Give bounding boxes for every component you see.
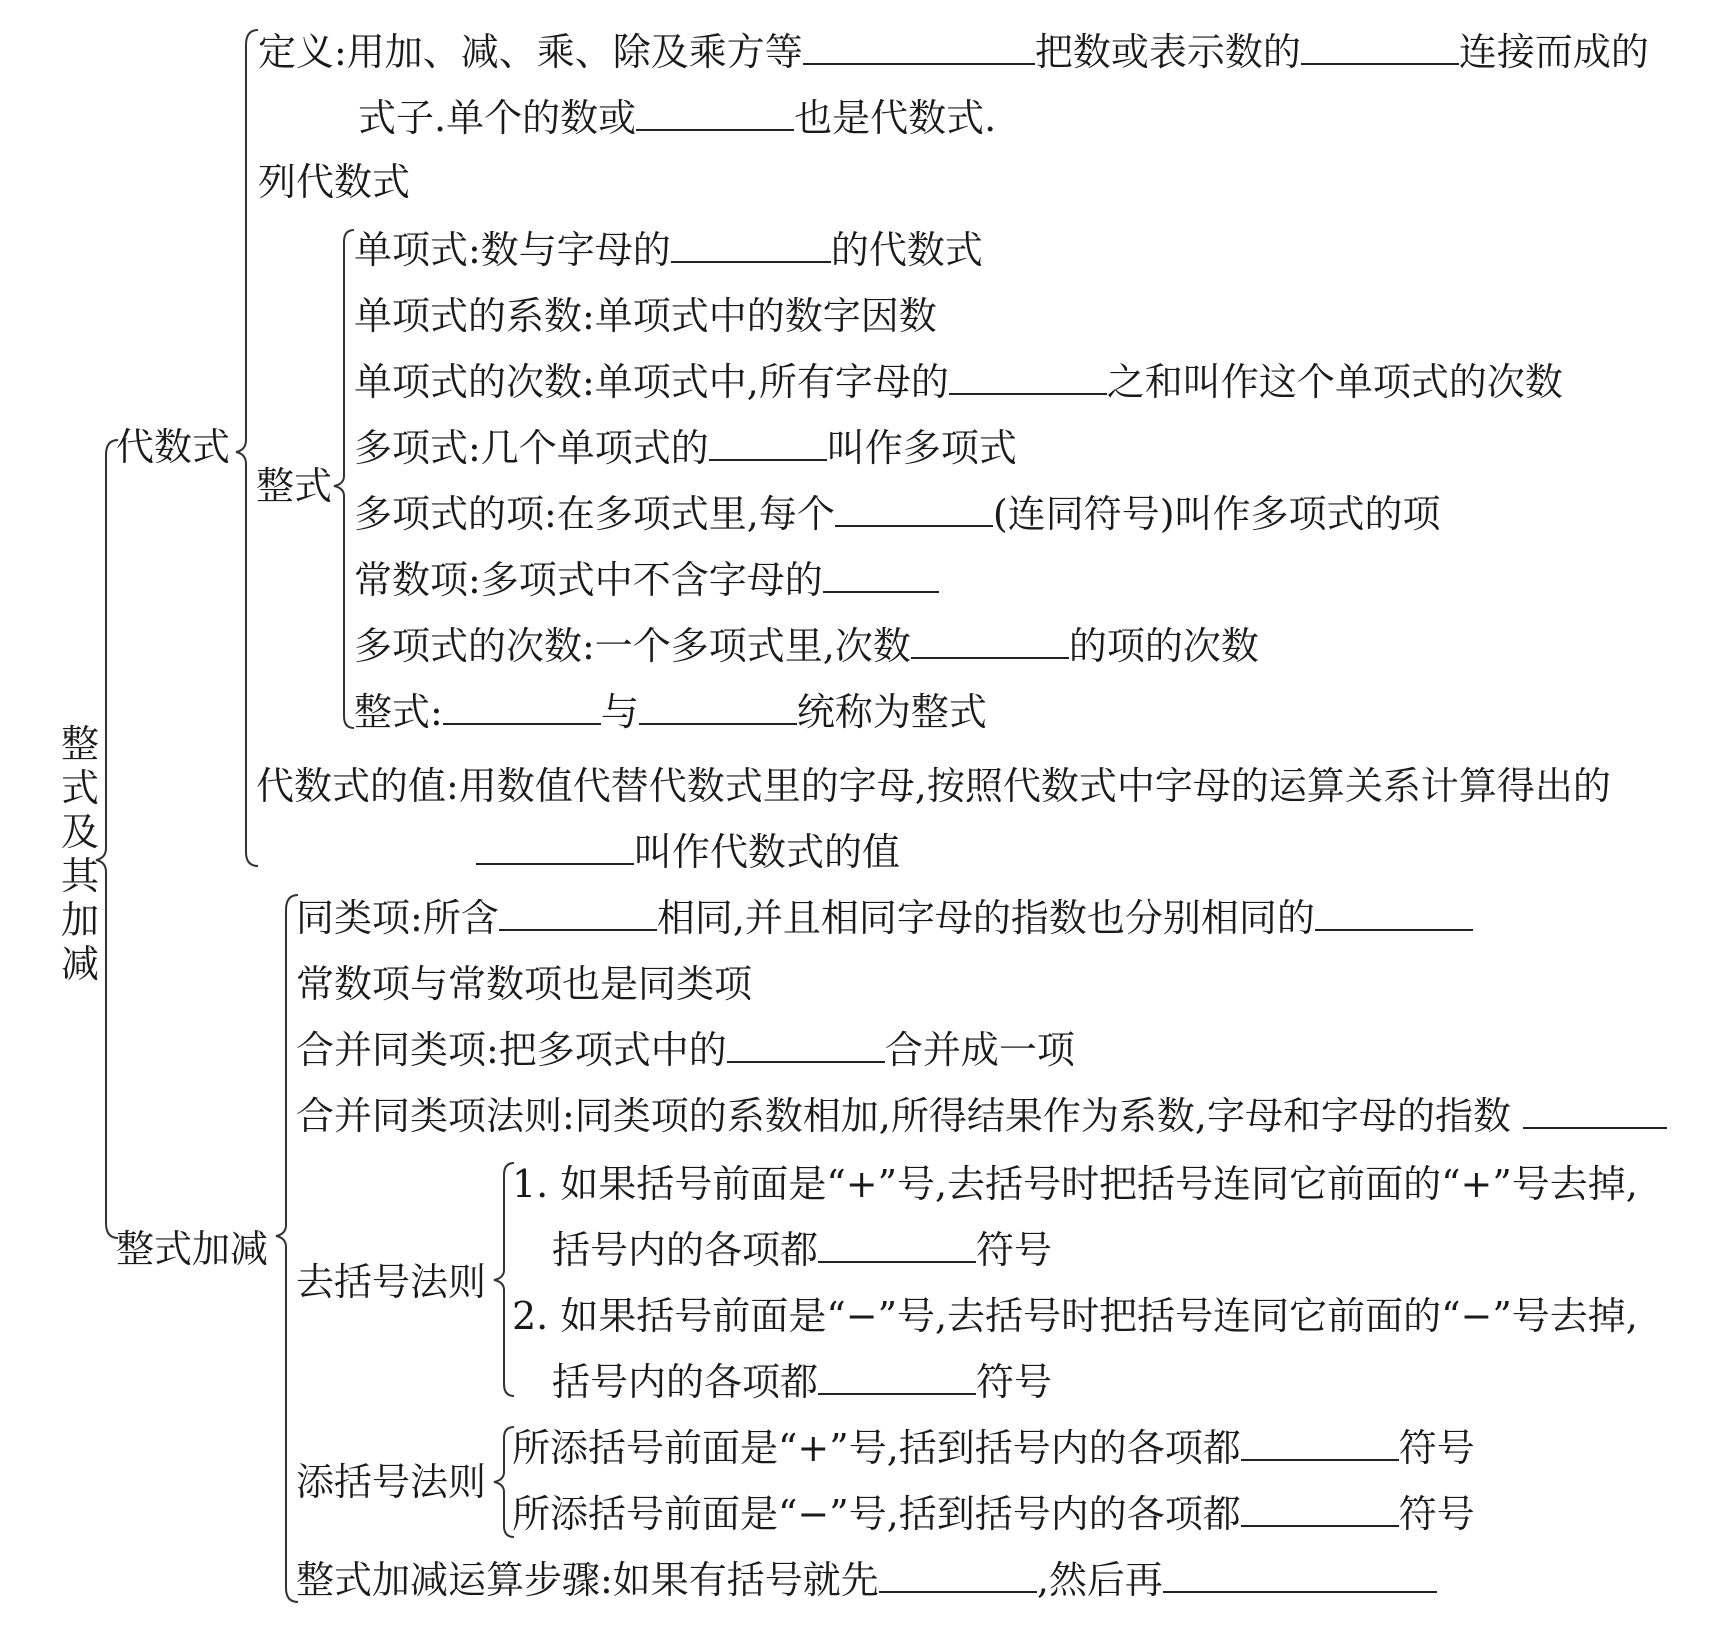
fill-blank[interactable] bbox=[818, 1359, 976, 1395]
definition-text-3: 连接而成的 bbox=[1458, 30, 1649, 74]
monomial-text-a: 单项式:数与字母的 bbox=[354, 228, 671, 272]
combine-text-a: 合并同类项:把多项式中的 bbox=[296, 1028, 727, 1072]
remove-rule-2-line-1: 2. 如果括号前面是“−”号,去括号时把括号连同它前面的“−”号去掉, bbox=[512, 1294, 1638, 1338]
remove-r2-text-c: 符号 bbox=[976, 1360, 1053, 1404]
root-title: 整式及其加减 bbox=[60, 722, 99, 986]
remove-r1-text-c: 符号 bbox=[976, 1228, 1053, 1272]
remove-rule-1-line-1: 1. 如果括号前面是“+”号,去括号时把括号连同它前面的“+”号去掉, bbox=[512, 1162, 1638, 1206]
polynomial-def bbox=[354, 424, 1017, 472]
combine-rule bbox=[296, 1092, 1667, 1140]
fill-blank[interactable] bbox=[1315, 895, 1473, 931]
fill-blank[interactable] bbox=[636, 95, 794, 131]
addsub-label: 整式加减 bbox=[116, 1227, 269, 1271]
steps-text-b: ,然后再 bbox=[1036, 1558, 1163, 1602]
value-text-b: 叫作代数式的值 bbox=[634, 830, 901, 874]
fill-blank[interactable] bbox=[835, 491, 993, 527]
algebra-brace bbox=[236, 30, 258, 866]
expression-value-line-2 bbox=[476, 828, 900, 876]
definition-text-1: 定义:用加、减、乘、除及乘方等 bbox=[258, 30, 803, 74]
fill-blank[interactable] bbox=[709, 425, 827, 461]
fill-blank[interactable] bbox=[476, 829, 634, 865]
remove-r2-text-b: 括号内的各项都 bbox=[552, 1360, 819, 1404]
remove-rule-1-line-2 bbox=[552, 1226, 1052, 1274]
monomial-coefficient: 单项式的系数:单项式中的数字因数 bbox=[354, 294, 937, 338]
fill-blank[interactable] bbox=[1301, 29, 1459, 65]
pdegree-text-b: 的项的次数 bbox=[1068, 624, 1259, 668]
fill-blank[interactable] bbox=[727, 1027, 885, 1063]
definition-line-1 bbox=[258, 28, 1649, 76]
integral-label: 整式 bbox=[256, 464, 333, 508]
add-brace bbox=[494, 1427, 514, 1537]
constant-like-terms: 常数项与常数项也是同类项 bbox=[296, 962, 753, 1006]
fill-blank[interactable] bbox=[949, 359, 1107, 395]
polynomial-text-b: 叫作多项式 bbox=[826, 426, 1017, 470]
like-text-a: 同类项:所含 bbox=[296, 896, 499, 940]
polynomial-degree bbox=[354, 622, 1259, 670]
fill-blank[interactable] bbox=[639, 689, 797, 725]
algebra-label: 代数式 bbox=[116, 425, 231, 469]
integral-text-b: 与 bbox=[600, 690, 639, 734]
remove-brace bbox=[494, 1163, 514, 1396]
add-r1-text-a: 所添括号前面是“+”号,括到括号内的各项都 bbox=[512, 1426, 1241, 1470]
rule-text: 合并同类项法则:同类项的系数相加,所得结果作为系数,字母和字母的指数 bbox=[296, 1094, 1511, 1138]
definition-text-4: 式子.单个的数或 bbox=[358, 96, 637, 140]
polynomial-text-a: 多项式:几个单项式的 bbox=[354, 426, 709, 470]
integral-text-a: 整式: bbox=[354, 690, 443, 734]
constant-text: 常数项:多项式中不含字母的 bbox=[354, 558, 823, 602]
monomial-text-b: 的代数式 bbox=[830, 228, 983, 272]
fill-blank[interactable] bbox=[1163, 1557, 1437, 1593]
fill-blank[interactable] bbox=[443, 689, 601, 725]
term-text-b: (连同符号)叫作多项式的项 bbox=[992, 492, 1441, 536]
term-text-a: 多项式的项:在多项式里,每个 bbox=[354, 492, 835, 536]
monomial-def bbox=[354, 226, 983, 274]
fill-blank[interactable] bbox=[671, 227, 831, 263]
add-rule-2 bbox=[512, 1490, 1475, 1538]
remove-brackets-label: 去括号法则 bbox=[296, 1260, 487, 1304]
definition-line-2 bbox=[358, 94, 996, 142]
combine-like-terms bbox=[296, 1026, 1075, 1074]
fill-blank[interactable] bbox=[823, 557, 939, 593]
integral-brace bbox=[334, 230, 354, 728]
fill-blank[interactable] bbox=[879, 1557, 1037, 1593]
expression-value-line-1: 代数式的值:用数值代替代数式里的字母,按照代数式中字母的运算关系计算得出的 bbox=[256, 764, 1611, 808]
add-r2-text-a: 所添括号前面是“−”号,括到括号内的各项都 bbox=[512, 1492, 1241, 1536]
operation-steps bbox=[296, 1556, 1437, 1604]
steps-text-a: 整式加减运算步骤:如果有括号就先 bbox=[296, 1558, 879, 1602]
remove-rule-2-line-2 bbox=[552, 1358, 1052, 1406]
integral-def bbox=[354, 688, 987, 736]
fill-blank[interactable] bbox=[803, 29, 1035, 65]
add-r1-text-b: 符号 bbox=[1398, 1426, 1475, 1470]
degree-text-b: 之和叫作这个单项式的次数 bbox=[1106, 360, 1563, 404]
monomial-degree bbox=[354, 358, 1563, 406]
fill-blank[interactable] bbox=[1523, 1093, 1667, 1129]
fill-blank[interactable] bbox=[818, 1227, 976, 1263]
fill-blank[interactable] bbox=[911, 623, 1069, 659]
add-brackets-label: 添括号法则 bbox=[296, 1460, 487, 1504]
remove-r1-text-b: 括号内的各项都 bbox=[552, 1228, 819, 1272]
list-expression: 列代数式 bbox=[258, 160, 411, 204]
fill-blank[interactable] bbox=[1241, 1425, 1399, 1461]
polynomial-term bbox=[354, 490, 1441, 538]
integral-text-c: 统称为整式 bbox=[796, 690, 987, 734]
add-rule-1 bbox=[512, 1424, 1475, 1472]
fill-blank[interactable] bbox=[499, 895, 657, 931]
definition-text-2: 把数或表示数的 bbox=[1034, 30, 1301, 74]
add-r2-text-b: 符号 bbox=[1398, 1492, 1475, 1536]
combine-text-b: 合并成一项 bbox=[884, 1028, 1075, 1072]
fill-blank[interactable] bbox=[1241, 1491, 1399, 1527]
pdegree-text-a: 多项式的次数:一个多项式里,次数 bbox=[354, 624, 911, 668]
addsub-brace bbox=[276, 895, 298, 1602]
like-text-b: 相同,并且相同字母的指数也分别相同的 bbox=[656, 896, 1315, 940]
constant-term bbox=[354, 556, 939, 604]
definition-text-5: 也是代数式. bbox=[794, 96, 997, 140]
degree-text-a: 单项式的次数:单项式中,所有字母的 bbox=[354, 360, 949, 404]
like-terms-def bbox=[296, 894, 1473, 942]
